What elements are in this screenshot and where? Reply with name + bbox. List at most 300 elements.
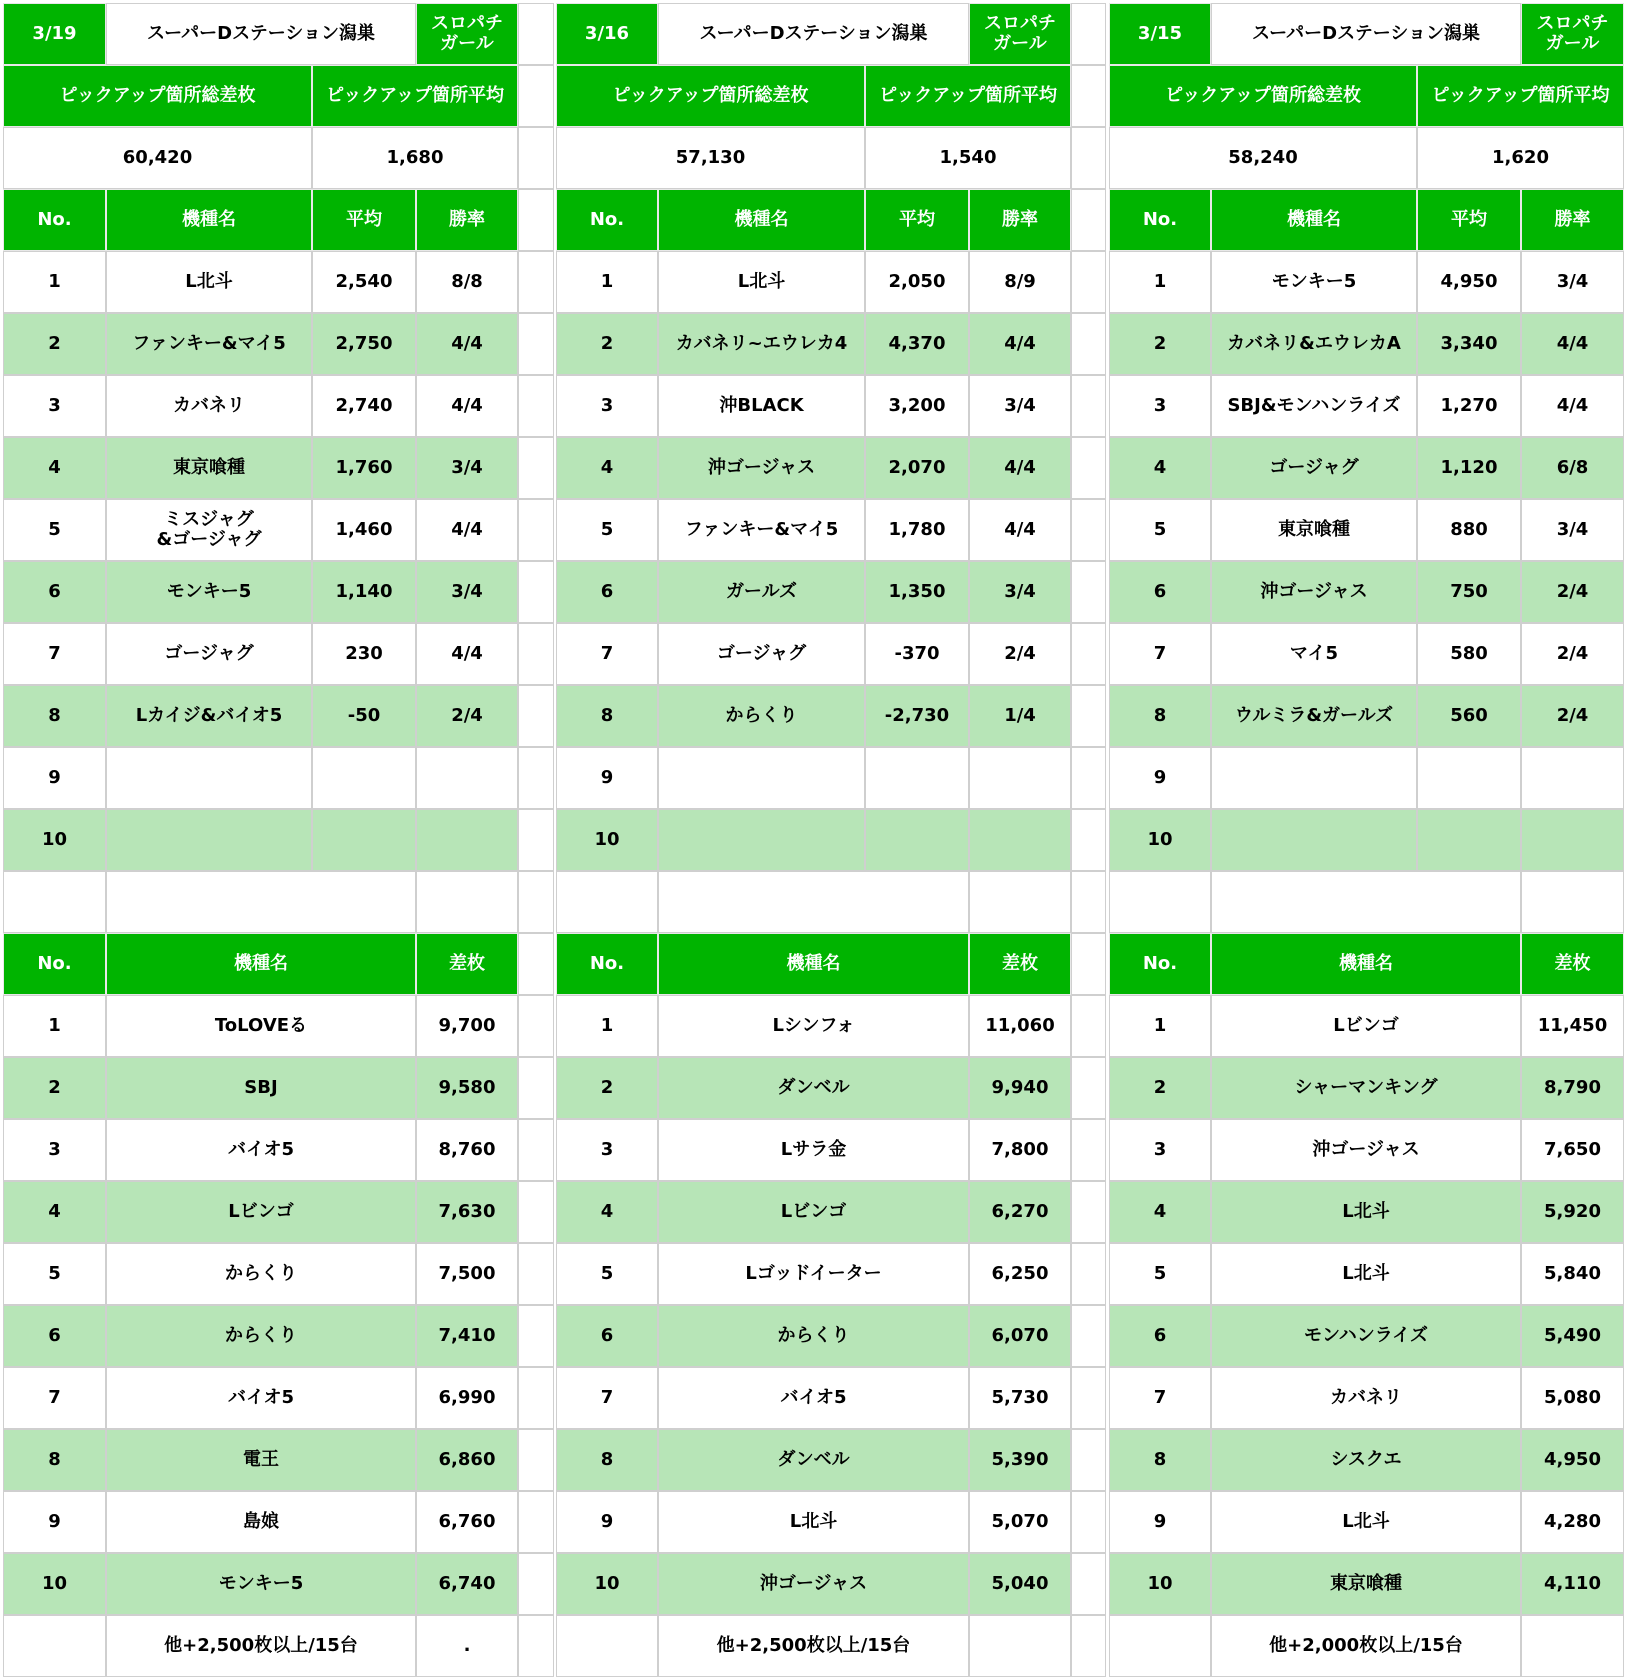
panel-gap-cell — [1071, 375, 1106, 437]
panel-gap-cell — [1071, 623, 1106, 685]
model-row-winrate: 4/4 — [969, 499, 1071, 561]
panel-gap-cell — [1071, 1553, 1106, 1615]
unit-row-name: カバネリ — [1211, 1367, 1521, 1429]
model-row-avg — [1417, 809, 1521, 871]
unit-row-no: 2 — [556, 1057, 658, 1119]
panel-gap-cell — [1071, 65, 1106, 127]
unit-row-no: 3 — [1109, 1119, 1211, 1181]
model-row-avg: -2,730 — [865, 685, 969, 747]
model-row-name: L北斗 — [106, 251, 312, 313]
unit-row-diff: 6,250 — [969, 1243, 1071, 1305]
unit-row-diff: 11,450 — [1521, 995, 1624, 1057]
model-row-no: 10 — [3, 809, 106, 871]
unit-row-diff: 4,280 — [1521, 1491, 1624, 1553]
model-row-name: ウルミラ&ガールズ — [1211, 685, 1417, 747]
unit-row-no: 8 — [3, 1429, 106, 1491]
footer-empty-cell — [3, 1615, 106, 1677]
unit-row-diff: 5,730 — [969, 1367, 1071, 1429]
unit-row-name: バイオ5 — [106, 1119, 416, 1181]
model-row-name — [106, 809, 312, 871]
panel-gap-cell — [1071, 1119, 1106, 1181]
date-label: 3/19 — [3, 3, 106, 65]
model-row-winrate: 4/4 — [416, 313, 518, 375]
unit-row-no: 6 — [556, 1305, 658, 1367]
unit-row-no: 7 — [556, 1367, 658, 1429]
unit-row-name: SBJ — [106, 1057, 416, 1119]
model-row-winrate: 4/4 — [416, 375, 518, 437]
model-row-name: 沖BLACK — [658, 375, 865, 437]
pickup-total-value: 57,130 — [556, 127, 865, 189]
panel-gap-cell — [518, 1305, 554, 1367]
model-row-avg: 1,140 — [312, 561, 416, 623]
model-row-name: カバネリ — [106, 375, 312, 437]
unit-row-no: 6 — [1109, 1305, 1211, 1367]
unit-row-no: 10 — [3, 1553, 106, 1615]
unit-row-diff: 5,840 — [1521, 1243, 1624, 1305]
unit-row-diff: 9,580 — [416, 1057, 518, 1119]
model-row-avg: 1,780 — [865, 499, 969, 561]
unit-row-name: L北斗 — [1211, 1243, 1521, 1305]
model-row-avg: 2,750 — [312, 313, 416, 375]
panel-gap-cell — [518, 871, 554, 933]
unit-row-diff: 9,700 — [416, 995, 518, 1057]
model-row-avg: 2,070 — [865, 437, 969, 499]
model-row-name: カバネリ~エウレカ4 — [658, 313, 865, 375]
panel-gap-cell — [1071, 1429, 1106, 1491]
model-row-name: 沖ゴージャス — [658, 437, 865, 499]
model-table-header-no: No. — [1109, 189, 1211, 251]
model-row-winrate: 4/4 — [969, 313, 1071, 375]
unit-row-name: ダンベル — [658, 1057, 969, 1119]
model-row-no: 6 — [556, 561, 658, 623]
model-row-name — [658, 747, 865, 809]
model-row-no: 7 — [3, 623, 106, 685]
footer-extra — [1521, 1615, 1624, 1677]
model-table-header-no: No. — [556, 189, 658, 251]
unit-row-name: 沖ゴージャス — [1211, 1119, 1521, 1181]
unit-row-name: Lビンゴ — [658, 1181, 969, 1243]
unit-row-name: モンキー5 — [106, 1553, 416, 1615]
panel-gap-cell — [518, 809, 554, 871]
model-row-no: 1 — [3, 251, 106, 313]
model-table-header-avg: 平均 — [312, 189, 416, 251]
unit-row-no: 3 — [3, 1119, 106, 1181]
model-row-name: モンキー5 — [1211, 251, 1417, 313]
panel-gap-cell — [1071, 499, 1106, 561]
panel-gap-cell — [518, 1491, 554, 1553]
panel-gap-cell — [518, 375, 554, 437]
unit-row-diff: 6,070 — [969, 1305, 1071, 1367]
panel-gap-cell — [1071, 747, 1106, 809]
unit-row-diff: 7,410 — [416, 1305, 518, 1367]
unit-table-header-name: 機種名 — [1211, 933, 1521, 995]
unit-row-name: からくり — [106, 1243, 416, 1305]
model-row-avg — [312, 809, 416, 871]
model-row-no: 2 — [556, 313, 658, 375]
unit-row-diff: 5,490 — [1521, 1305, 1624, 1367]
panel-gap-cell — [518, 747, 554, 809]
model-row-winrate: 8/9 — [969, 251, 1071, 313]
unit-row-name: バイオ5 — [658, 1367, 969, 1429]
model-row-avg — [865, 809, 969, 871]
panel-gap-cell — [1071, 1181, 1106, 1243]
unit-row-no: 4 — [556, 1181, 658, 1243]
model-row-winrate: 2/4 — [1521, 685, 1624, 747]
pickup-average-header: ピックアップ箇所平均 — [1417, 65, 1624, 127]
model-table-header-avg: 平均 — [1417, 189, 1521, 251]
unit-table-header-name: 機種名 — [658, 933, 969, 995]
model-row-winrate: 2/4 — [416, 685, 518, 747]
model-row-winrate — [969, 747, 1071, 809]
unit-row-diff: 6,860 — [416, 1429, 518, 1491]
model-table-header-winrate: 勝率 — [416, 189, 518, 251]
model-table-header-name: 機種名 — [1211, 189, 1417, 251]
model-row-winrate: 3/4 — [969, 561, 1071, 623]
store-name: スーパーDステーション潟巣 — [1211, 3, 1521, 65]
model-row-winrate: 4/4 — [1521, 313, 1624, 375]
panel-gap-cell — [518, 251, 554, 313]
model-row-no: 6 — [3, 561, 106, 623]
model-row-name: 東京喰種 — [1211, 499, 1417, 561]
model-row-winrate: 1/4 — [969, 685, 1071, 747]
model-row-no: 7 — [1109, 623, 1211, 685]
pickup-average-header: ピックアップ箇所平均 — [312, 65, 518, 127]
unit-row-diff: 7,650 — [1521, 1119, 1624, 1181]
panel-gap-cell — [518, 499, 554, 561]
brand-label: スロパチ ガール — [969, 3, 1071, 65]
unit-row-name: Lビンゴ — [106, 1181, 416, 1243]
unit-table-header-no: No. — [1109, 933, 1211, 995]
model-table-header-name: 機種名 — [658, 189, 865, 251]
pickup-total-value: 60,420 — [3, 127, 312, 189]
model-row-no: 8 — [556, 685, 658, 747]
pickup-total-header: ピックアップ箇所総差枚 — [3, 65, 312, 127]
model-row-winrate — [969, 809, 1071, 871]
model-row-no: 10 — [1109, 809, 1211, 871]
unit-row-no: 4 — [3, 1181, 106, 1243]
unit-row-name: 島娘 — [106, 1491, 416, 1553]
model-row-name: ゴージャグ — [1211, 437, 1417, 499]
unit-row-diff: 6,760 — [416, 1491, 518, 1553]
panel-gap-cell — [518, 1181, 554, 1243]
unit-row-name: バイオ5 — [106, 1367, 416, 1429]
unit-row-name: 電王 — [106, 1429, 416, 1491]
unit-row-diff: 6,270 — [969, 1181, 1071, 1243]
model-row-winrate: 4/4 — [1521, 375, 1624, 437]
unit-row-no: 9 — [1109, 1491, 1211, 1553]
spacer-cell — [969, 871, 1071, 933]
model-row-name: SBJ&モンハンライズ — [1211, 375, 1417, 437]
unit-row-no: 1 — [3, 995, 106, 1057]
panel-gap-cell — [1071, 809, 1106, 871]
panel-gap-cell — [1071, 1057, 1106, 1119]
model-row-avg: 1,460 — [312, 499, 416, 561]
model-row-no: 3 — [3, 375, 106, 437]
model-row-winrate — [416, 809, 518, 871]
panel-gap-cell — [518, 313, 554, 375]
model-row-no: 5 — [1109, 499, 1211, 561]
model-row-name: ミスジャグ &ゴージャグ — [106, 499, 312, 561]
model-row-avg: 1,760 — [312, 437, 416, 499]
model-row-name: ゴージャグ — [658, 623, 865, 685]
panel-gap-cell — [518, 1429, 554, 1491]
model-row-winrate: 4/4 — [969, 437, 1071, 499]
panel-gap-cell — [518, 933, 554, 995]
model-row-avg: 230 — [312, 623, 416, 685]
spacer-cell — [1211, 871, 1521, 933]
unit-row-name: Lサラ金 — [658, 1119, 969, 1181]
panel-gap-cell — [518, 127, 554, 189]
panel-gap-cell — [1071, 313, 1106, 375]
model-row-winrate — [1521, 747, 1624, 809]
unit-row-diff: 9,940 — [969, 1057, 1071, 1119]
unit-row-diff: 5,080 — [1521, 1367, 1624, 1429]
spacer-cell — [416, 871, 518, 933]
model-row-avg: 4,950 — [1417, 251, 1521, 313]
model-row-avg: 560 — [1417, 685, 1521, 747]
model-row-winrate: 4/4 — [416, 499, 518, 561]
unit-row-diff: 8,760 — [416, 1119, 518, 1181]
panel-gap-cell — [1071, 1491, 1106, 1553]
model-row-avg — [312, 747, 416, 809]
unit-row-diff: 6,740 — [416, 1553, 518, 1615]
unit-row-no: 10 — [1109, 1553, 1211, 1615]
spacer-cell — [3, 871, 106, 933]
unit-row-name: Lシンフォ — [658, 995, 969, 1057]
unit-table-header-name: 機種名 — [106, 933, 416, 995]
pickup-average-value: 1,540 — [865, 127, 1071, 189]
model-row-no: 9 — [1109, 747, 1211, 809]
model-row-name: マイ5 — [1211, 623, 1417, 685]
panel-gap-cell — [1071, 1305, 1106, 1367]
footer-empty-cell — [556, 1615, 658, 1677]
panel-gap-cell — [518, 1553, 554, 1615]
footer-note: 他+2,500枚以上/15台 — [658, 1615, 969, 1677]
unit-row-diff: 5,040 — [969, 1553, 1071, 1615]
panel-gap-cell — [1071, 3, 1106, 65]
unit-row-name: 沖ゴージャス — [658, 1553, 969, 1615]
model-table-header-avg: 平均 — [865, 189, 969, 251]
model-row-no: 1 — [556, 251, 658, 313]
brand-label: スロパチ ガール — [1521, 3, 1624, 65]
panel-gap-cell — [518, 3, 554, 65]
model-row-name: L北斗 — [658, 251, 865, 313]
panel-gap-cell — [1071, 127, 1106, 189]
model-row-winrate: 8/8 — [416, 251, 518, 313]
unit-row-no: 8 — [556, 1429, 658, 1491]
model-row-name: ファンキー&マイ5 — [658, 499, 865, 561]
model-row-name: ファンキー&マイ5 — [106, 313, 312, 375]
unit-row-no: 10 — [556, 1553, 658, 1615]
panel-gap-cell — [518, 685, 554, 747]
unit-table-header-no: No. — [3, 933, 106, 995]
store-name: スーパーDステーション潟巣 — [658, 3, 969, 65]
unit-row-no: 1 — [1109, 995, 1211, 1057]
model-row-winrate: 6/8 — [1521, 437, 1624, 499]
unit-table-header-diff: 差枚 — [969, 933, 1071, 995]
pickup-total-header: ピックアップ箇所総差枚 — [556, 65, 865, 127]
panel-gap-cell — [1071, 995, 1106, 1057]
model-row-name: ゴージャグ — [106, 623, 312, 685]
store-name: スーパーDステーション潟巣 — [106, 3, 416, 65]
footer-extra: . — [416, 1615, 518, 1677]
pickup-total-header: ピックアップ箇所総差枚 — [1109, 65, 1417, 127]
panel-gap-cell — [518, 1615, 554, 1677]
model-row-no: 1 — [1109, 251, 1211, 313]
spacer-cell — [556, 871, 658, 933]
panel-gap-cell — [518, 1057, 554, 1119]
panel-gap-cell — [1071, 1615, 1106, 1677]
unit-row-no: 2 — [3, 1057, 106, 1119]
unit-row-no: 7 — [3, 1367, 106, 1429]
model-row-name — [1211, 747, 1417, 809]
unit-row-name: L北斗 — [1211, 1181, 1521, 1243]
panel-gap-cell — [1071, 933, 1106, 995]
model-row-winrate: 3/4 — [416, 561, 518, 623]
unit-row-name: ToLOVEる — [106, 995, 416, 1057]
model-row-no: 7 — [556, 623, 658, 685]
unit-row-diff: 7,500 — [416, 1243, 518, 1305]
model-row-no: 10 — [556, 809, 658, 871]
panel-gap-cell — [518, 623, 554, 685]
unit-row-diff: 5,390 — [969, 1429, 1071, 1491]
model-row-avg: 2,740 — [312, 375, 416, 437]
model-row-name: モンキー5 — [106, 561, 312, 623]
footer-extra — [969, 1615, 1071, 1677]
footer-note: 他+2,000枚以上/15台 — [1211, 1615, 1521, 1677]
model-row-avg — [1417, 747, 1521, 809]
spacer-cell — [658, 871, 969, 933]
brand-label: スロパチ ガール — [416, 3, 518, 65]
unit-row-no: 5 — [3, 1243, 106, 1305]
unit-table-header-no: No. — [556, 933, 658, 995]
panel-gap-cell — [1071, 1243, 1106, 1305]
model-row-avg: -370 — [865, 623, 969, 685]
panel-gap-cell — [518, 65, 554, 127]
model-row-no: 3 — [556, 375, 658, 437]
model-row-avg: 3,200 — [865, 375, 969, 437]
model-table-header-name: 機種名 — [106, 189, 312, 251]
pickup-average-value: 1,680 — [312, 127, 518, 189]
model-row-winrate: 4/4 — [416, 623, 518, 685]
unit-row-no: 5 — [556, 1243, 658, 1305]
panel-gap-cell — [1071, 437, 1106, 499]
model-row-name: からくり — [658, 685, 865, 747]
model-row-no: 9 — [3, 747, 106, 809]
unit-row-name: L北斗 — [1211, 1491, 1521, 1553]
unit-row-no: 3 — [556, 1119, 658, 1181]
model-row-no: 6 — [1109, 561, 1211, 623]
model-row-avg: 750 — [1417, 561, 1521, 623]
unit-table-header-diff: 差枚 — [416, 933, 518, 995]
unit-row-name: Lビンゴ — [1211, 995, 1521, 1057]
model-row-winrate — [1521, 809, 1624, 871]
model-row-no: 5 — [556, 499, 658, 561]
footer-empty-cell — [1109, 1615, 1211, 1677]
panel-gap-cell — [1071, 251, 1106, 313]
unit-row-diff: 4,950 — [1521, 1429, 1624, 1491]
unit-row-diff: 5,920 — [1521, 1181, 1624, 1243]
footer-note: 他+2,500枚以上/15台 — [106, 1615, 416, 1677]
model-table-header-no: No. — [3, 189, 106, 251]
model-row-no: 5 — [3, 499, 106, 561]
unit-row-name: Lゴッドイーター — [658, 1243, 969, 1305]
model-row-name — [658, 809, 865, 871]
panel-gap-cell — [1071, 871, 1106, 933]
model-row-no: 4 — [3, 437, 106, 499]
panel-gap-cell — [1071, 1367, 1106, 1429]
model-row-no: 9 — [556, 747, 658, 809]
unit-row-no: 4 — [1109, 1181, 1211, 1243]
unit-row-diff: 8,790 — [1521, 1057, 1624, 1119]
model-row-winrate: 2/4 — [969, 623, 1071, 685]
unit-row-name: シャーマンキング — [1211, 1057, 1521, 1119]
spacer-cell — [106, 871, 416, 933]
panel-gap-cell — [518, 189, 554, 251]
model-row-avg: 3,340 — [1417, 313, 1521, 375]
model-row-name: 沖ゴージャス — [1211, 561, 1417, 623]
unit-row-no: 8 — [1109, 1429, 1211, 1491]
unit-row-name: からくり — [658, 1305, 969, 1367]
model-row-winrate — [416, 747, 518, 809]
pickup-average-value: 1,620 — [1417, 127, 1624, 189]
unit-row-no: 6 — [3, 1305, 106, 1367]
model-row-avg — [865, 747, 969, 809]
model-row-winrate: 3/4 — [1521, 499, 1624, 561]
panel-gap-cell — [518, 1119, 554, 1181]
model-row-no: 2 — [1109, 313, 1211, 375]
model-row-no: 4 — [1109, 437, 1211, 499]
unit-row-name: ダンベル — [658, 1429, 969, 1491]
model-row-avg: 880 — [1417, 499, 1521, 561]
unit-row-no: 9 — [556, 1491, 658, 1553]
model-row-no: 2 — [3, 313, 106, 375]
model-row-no: 8 — [3, 685, 106, 747]
unit-row-no: 7 — [1109, 1367, 1211, 1429]
model-row-winrate: 2/4 — [1521, 623, 1624, 685]
model-row-no: 8 — [1109, 685, 1211, 747]
unit-row-diff: 5,070 — [969, 1491, 1071, 1553]
unit-row-no: 9 — [3, 1491, 106, 1553]
model-row-avg: 1,350 — [865, 561, 969, 623]
model-row-winrate: 3/4 — [1521, 251, 1624, 313]
model-row-avg: 4,370 — [865, 313, 969, 375]
unit-row-no: 2 — [1109, 1057, 1211, 1119]
unit-row-diff: 11,060 — [969, 995, 1071, 1057]
panel-gap-cell — [518, 561, 554, 623]
model-row-name — [106, 747, 312, 809]
pickup-average-header: ピックアップ箇所平均 — [865, 65, 1071, 127]
model-row-name: カバネリ&エウレカA — [1211, 313, 1417, 375]
model-row-avg: 580 — [1417, 623, 1521, 685]
panel-gap-cell — [1071, 189, 1106, 251]
model-row-avg: 2,540 — [312, 251, 416, 313]
model-row-winrate: 3/4 — [416, 437, 518, 499]
model-row-no: 4 — [556, 437, 658, 499]
pickup-total-value: 58,240 — [1109, 127, 1417, 189]
model-row-no: 3 — [1109, 375, 1211, 437]
date-label: 3/15 — [1109, 3, 1211, 65]
unit-row-name: からくり — [106, 1305, 416, 1367]
model-row-name: ガールズ — [658, 561, 865, 623]
unit-row-name: シスクエ — [1211, 1429, 1521, 1491]
panel-gap-cell — [518, 437, 554, 499]
unit-row-name: 東京喰種 — [1211, 1553, 1521, 1615]
model-row-winrate: 3/4 — [969, 375, 1071, 437]
unit-row-no: 1 — [556, 995, 658, 1057]
panel-gap-cell — [1071, 685, 1106, 747]
unit-row-diff: 7,800 — [969, 1119, 1071, 1181]
